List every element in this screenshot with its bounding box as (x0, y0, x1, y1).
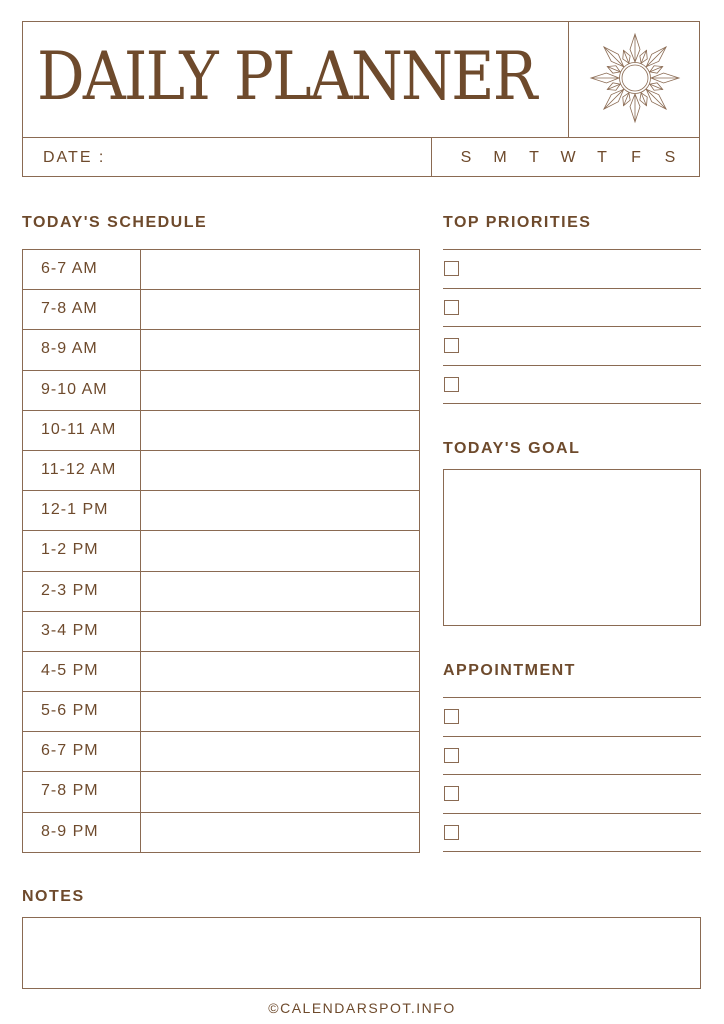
schedule-time-label: 6-7 PM (23, 732, 141, 771)
appointment-item[interactable] (443, 698, 701, 737)
weekday-2[interactable]: T (529, 149, 539, 166)
schedule-heading: TODAY'S SCHEDULE (22, 214, 208, 231)
schedule-row (23, 572, 419, 612)
priority-item[interactable] (443, 250, 701, 289)
schedule-row (23, 813, 419, 853)
date-row (23, 137, 699, 177)
priority-item[interactable] (443, 289, 701, 328)
schedule-entry-field[interactable] (141, 732, 419, 771)
weekday-3[interactable]: W (560, 149, 576, 166)
priorities-heading: TOP PRIORITIES (443, 214, 592, 231)
schedule-row (23, 330, 419, 370)
schedule-time-label: 8-9 PM (23, 813, 141, 853)
priorities-list (443, 249, 701, 404)
appointment-checkbox[interactable] (444, 748, 459, 763)
footer-credit: ©CALENDARSPOT.INFO (268, 1000, 456, 1016)
weekday-0[interactable]: S (460, 149, 472, 166)
goal-heading: TODAY'S GOAL (443, 440, 581, 457)
schedule-entry-field[interactable] (141, 371, 419, 410)
schedule-table (22, 249, 420, 853)
schedule-row (23, 371, 419, 411)
schedule-entry-field[interactable] (141, 330, 419, 369)
date-label: DATE : (43, 149, 106, 166)
appointment-item[interactable] (443, 775, 701, 814)
schedule-time-label: 6-7 AM (23, 250, 141, 289)
schedule-time-label: 12-1 PM (23, 491, 141, 530)
sun-icon (589, 32, 681, 124)
schedule-time-label: 7-8 AM (23, 290, 141, 329)
schedule-entry-field[interactable] (141, 572, 419, 611)
schedule-entry-field[interactable] (141, 411, 419, 450)
ornament-box (569, 22, 699, 137)
schedule-entry-field[interactable] (141, 290, 419, 329)
weekday-1[interactable]: M (493, 149, 507, 166)
priority-checkbox[interactable] (444, 261, 459, 276)
appointment-checkbox[interactable] (444, 786, 459, 801)
title-box (23, 22, 569, 137)
schedule-time-label: 7-8 PM (23, 772, 141, 811)
priority-item[interactable] (443, 366, 701, 405)
schedule-row (23, 451, 419, 491)
schedule-entry-field[interactable] (141, 692, 419, 731)
weekday-6[interactable]: S (664, 149, 676, 166)
appointment-item[interactable] (443, 737, 701, 776)
appointment-heading: APPOINTMENT (443, 662, 576, 679)
schedule-row (23, 290, 419, 330)
weekday-5[interactable]: F (631, 149, 641, 166)
schedule-row (23, 732, 419, 772)
schedule-row (23, 250, 419, 290)
notes-input[interactable] (22, 917, 701, 989)
schedule-row (23, 652, 419, 692)
schedule-entry-field[interactable] (141, 652, 419, 691)
schedule-time-label: 10-11 AM (23, 411, 141, 450)
schedule-entry-field[interactable] (141, 612, 419, 651)
schedule-row (23, 491, 419, 531)
priority-checkbox[interactable] (444, 300, 459, 315)
schedule-time-label: 4-5 PM (23, 652, 141, 691)
schedule-time-label: 3-4 PM (23, 612, 141, 651)
priority-item[interactable] (443, 327, 701, 366)
schedule-row (23, 612, 419, 652)
schedule-time-label: 1-2 PM (23, 531, 141, 570)
page-title: DAILY PLANNER (37, 38, 536, 115)
schedule-entry-field[interactable] (141, 250, 419, 289)
priority-checkbox[interactable] (444, 377, 459, 392)
goal-input[interactable] (443, 469, 701, 626)
weekday-4[interactable]: T (597, 149, 607, 166)
schedule-entry-field[interactable] (141, 531, 419, 570)
schedule-time-label: 11-12 AM (23, 451, 141, 490)
schedule-entry-field[interactable] (141, 491, 419, 530)
weekday-selector (431, 138, 699, 177)
appointment-checkbox[interactable] (444, 825, 459, 840)
schedule-entry-field[interactable] (141, 813, 419, 853)
appointment-item[interactable] (443, 814, 701, 853)
schedule-time-label: 9-10 AM (23, 371, 141, 410)
schedule-time-label: 2-3 PM (23, 572, 141, 611)
schedule-time-label: 5-6 PM (23, 692, 141, 731)
planner-header (22, 21, 700, 177)
schedule-time-label: 8-9 AM (23, 330, 141, 369)
notes-heading: NOTES (22, 888, 85, 905)
schedule-row (23, 411, 419, 451)
schedule-row (23, 692, 419, 732)
schedule-row (23, 772, 419, 812)
appointment-list (443, 697, 701, 852)
schedule-row (23, 531, 419, 571)
schedule-entry-field[interactable] (141, 772, 419, 811)
priority-checkbox[interactable] (444, 338, 459, 353)
schedule-entry-field[interactable] (141, 451, 419, 490)
appointment-checkbox[interactable] (444, 709, 459, 724)
